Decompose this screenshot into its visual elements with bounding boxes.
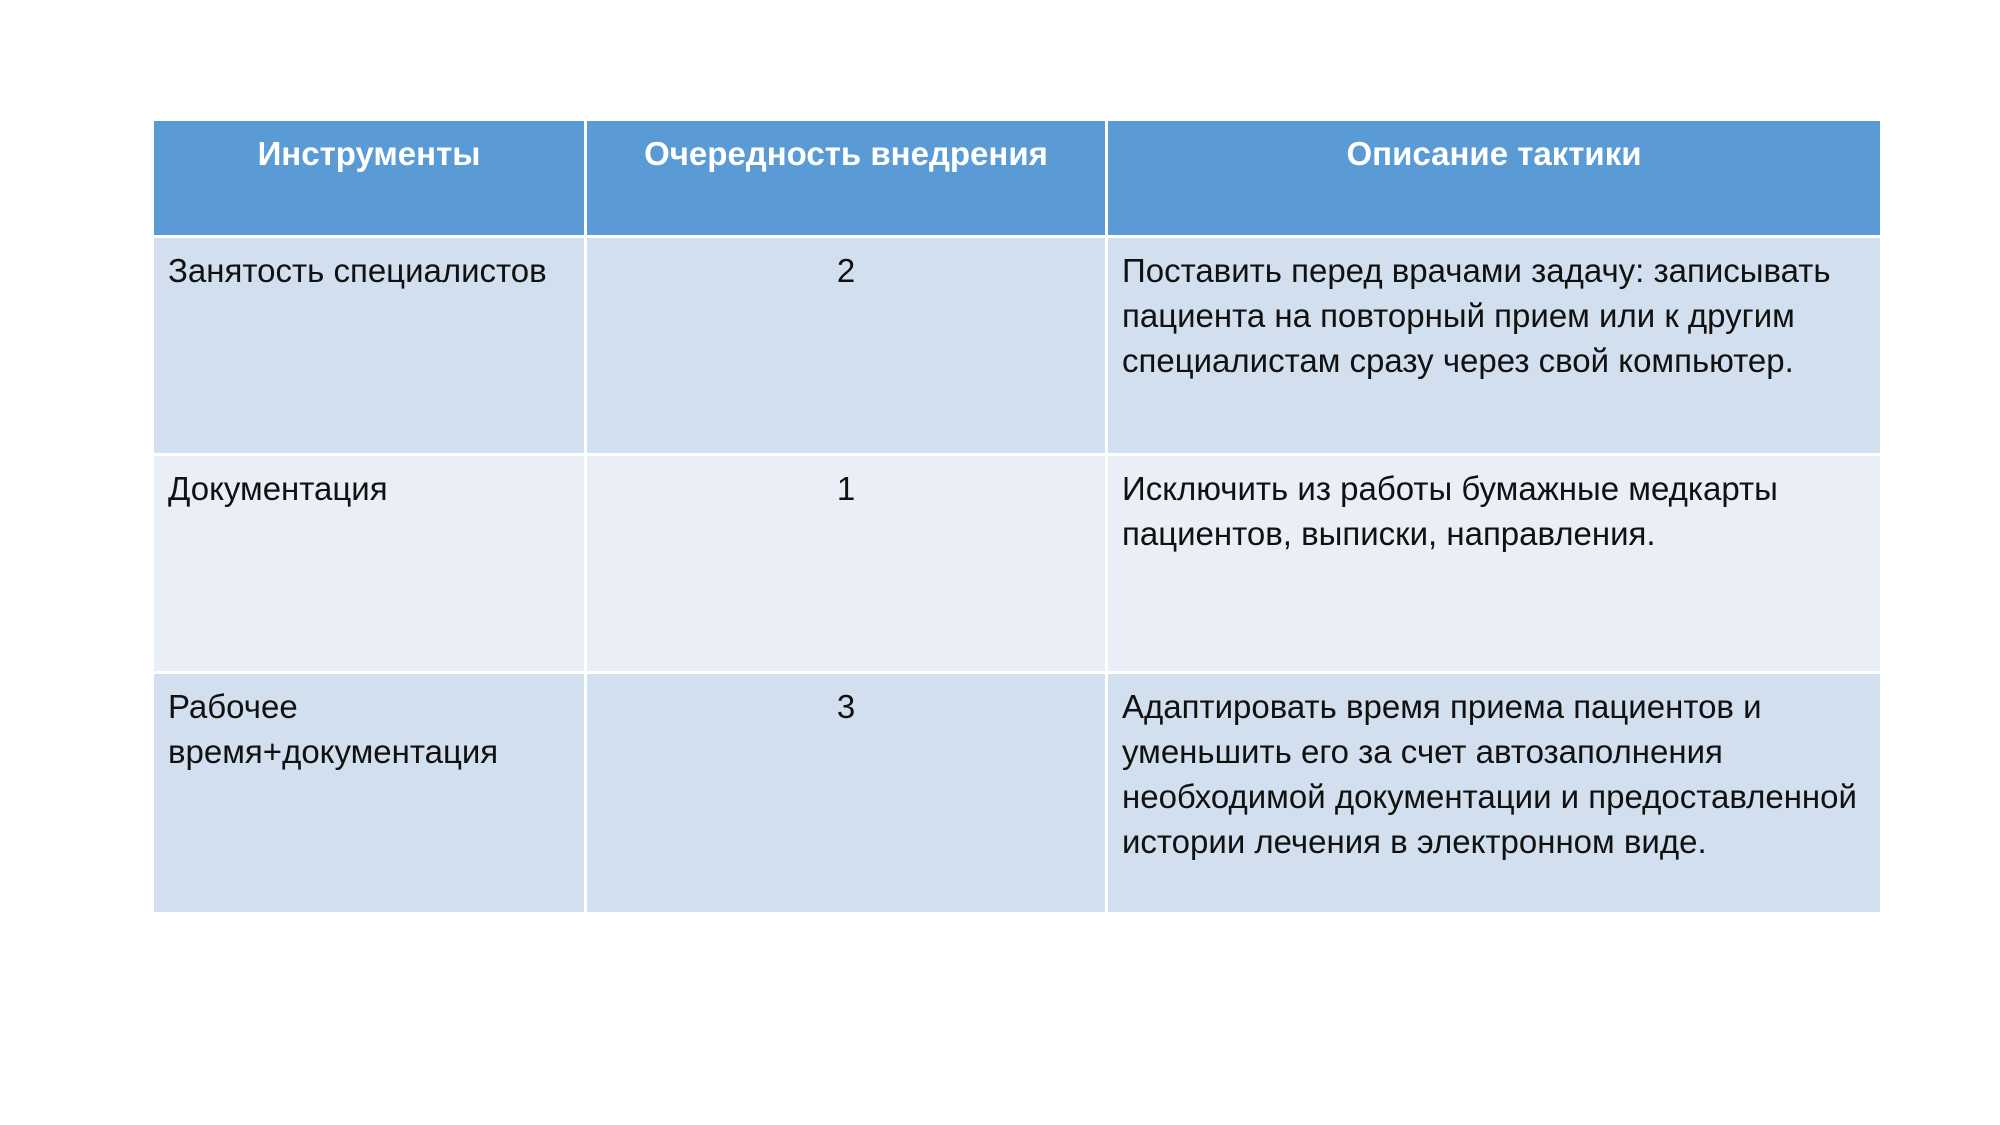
- cell-order: 1: [586, 455, 1107, 673]
- header-description: Описание тактики: [1107, 120, 1882, 237]
- cell-order: 3: [586, 673, 1107, 914]
- cell-description: Поставить перед врачами задачу: записывать пациента на повторный прием или к другим специалистам сразу через свой компьютер.: [1107, 237, 1882, 455]
- table-row: [153, 237, 1882, 455]
- cell-tool: Занятость специалистов: [153, 237, 586, 455]
- table-row: [153, 673, 1882, 914]
- header-tools: Инструменты: [153, 120, 586, 237]
- tactics-table: [151, 118, 1883, 915]
- table-row: [153, 455, 1882, 673]
- cell-tool: Рабочее время+документация: [153, 673, 586, 914]
- cell-description: Адаптировать время приема пациентов и уменьшить его за счет автозаполнения необходимой документации и предоставленной истории лечения в электронном виде.: [1107, 673, 1882, 914]
- header-order: Очередность внедрения: [586, 120, 1107, 237]
- cell-description: Исключить из работы бумажные медкарты пациентов, выписки, направления.: [1107, 455, 1882, 673]
- table-header-row: [153, 120, 1882, 237]
- cell-tool: Документация: [153, 455, 586, 673]
- cell-order: 2: [586, 237, 1107, 455]
